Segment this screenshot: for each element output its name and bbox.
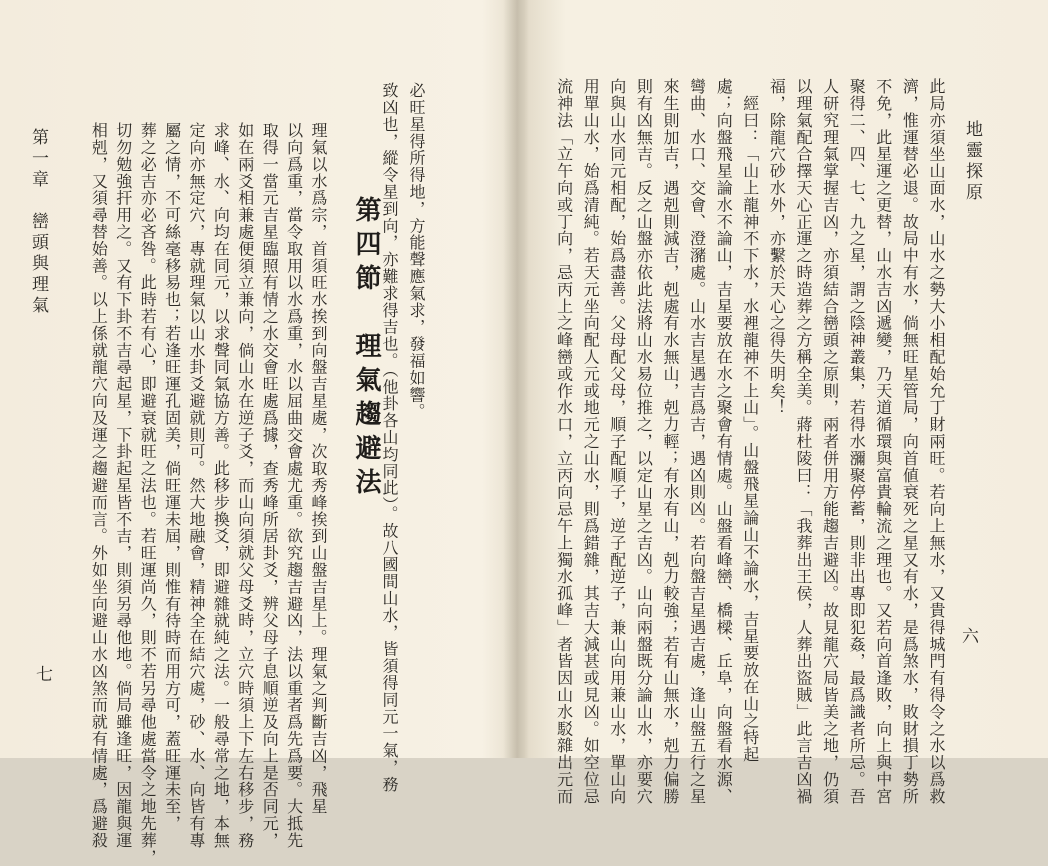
right-running-head: 地靈探原 bbox=[962, 120, 982, 204]
left-running-head: 第一章 巒頭與理氣 bbox=[28, 128, 48, 317]
text-column: 經曰：「山上龍神不下水，水裡龍神不上山」。山盤飛星論山不論水，吉星要放在山之特起 bbox=[740, 78, 760, 763]
text-column: 切勿勉強扞用之。又有下卦不吉尋起星，下卦起星皆不吉，則須另尋他地。倘局雖逢旺，因龍與運 bbox=[113, 122, 133, 849]
text-column: 必旺星得所得地，方能聲應氣求，發福如響。 bbox=[407, 82, 426, 420]
text-column: 彎曲、水口、交會、澄瀦處。山水吉星遇吉爲吉，遇凶則凶。若向盤吉星遇吉處，逢山盤五行之星 bbox=[687, 78, 707, 805]
text-column: 葬之必吉亦必吝咎。此時若有心，即避衰就旺之法也。若旺運尚久，則不若另尋他處當令之地先葬， bbox=[138, 122, 158, 866]
text-column: 如在兩爻相兼處便須立兼向，倘山水在逆子爻，而山向須就父母爻時，立穴時須上下左右移步，務 bbox=[235, 122, 255, 849]
text-column: 聚得二、四、七、九之星，謂之陰神叢集，若得水瀰聚停蓄，則非出專即犯姦，最爲識者所忌。吾 bbox=[847, 78, 867, 805]
text-column: 不免，此星運之更替，山水吉凶遞變，乃天道循環與富貴輪流之理也。又若向首逢敗，向上與中宮 bbox=[873, 78, 893, 805]
text-column: 以理氣配合擇天心正運之時造葬之方稱全美。蔣杜陵曰：「我葬出王侯，人葬出盜賊」此言吉凶禍 bbox=[794, 78, 813, 805]
text-column: 流神法「立午向或丁向，忌丙上之峰巒或作水口，立丙向忌午上獨水孤峰」者皆因山水駁雜出元而 bbox=[554, 78, 574, 805]
text-column: 人研究理氣掌握吉凶，亦須結合巒頭之原則，兩者併用方能趨吉避凶。故見龍穴局皆美之地，仍須 bbox=[820, 78, 840, 805]
text-column: 致凶也，縱令星到向，亦難求得吉也。（他卦各山均同此）。故八國間山水，皆須得同元一氣，務 bbox=[380, 82, 399, 793]
text-column: 用單山水，始爲清純。若天元坐向配人元或地元之山水，則爲錯雜，其吉大減甚或見凶。如空位忌 bbox=[581, 78, 601, 805]
text-column: 濟，惟運替必退。故局中有水，倘無旺星管局，向首値衰死之星又有水，是爲煞水，敗財損丁勢所 bbox=[900, 78, 920, 805]
text-column: 屬之情，不可絲毫移易也；若逢旺運孔固美，倘旺運未屆，則惟有待時而用方可，蓋旺運未至， bbox=[162, 122, 182, 832]
text-column: 求峰、水、向均在同元，以求聲同氣協方善。此移步換爻，即避雜就純之法。一般尋常之地，本無 bbox=[211, 122, 231, 849]
text-column: 定向亦無定穴，專就理氣以山水卦爻避就則可。然大地融會，精神全在結穴處，砂、水、向皆有專 bbox=[187, 122, 206, 849]
text-column: 相剋，又須尋替始善。以上係就龍穴向及運之趨避而言。外如坐向避山水凶煞而就有情處，爲避殺 bbox=[89, 122, 109, 849]
text-column: 此局亦須坐山面水，山水之勢大小相配始允丁財兩旺。若向上無水，又貴得城門有得令之水以爲救 bbox=[927, 78, 946, 805]
text-column: 處；向盤飛星論水不論山，吉星要放在水之聚會有情處。山盤看峰巒、橋樑、丘阜，向盤看水源、 bbox=[714, 78, 734, 805]
text-column: 理氣以水爲宗，首須旺水挨到向盤吉星處，次取秀峰挨到山盤吉星上。理氣之判斷吉凶，飛星 bbox=[309, 122, 328, 815]
text-column: 取得一當元吉星臨照有情之水交會旺處爲據，查秀峰所居卦爻，辨父母子息順逆及向上是否同元， bbox=[260, 122, 280, 849]
left-page bbox=[0, 0, 510, 866]
right-page-number: 六 bbox=[962, 627, 979, 647]
left-page-number: 七 bbox=[36, 665, 53, 685]
text-column: 則有凶無吉。反之山盤亦依此法將山水易位推之，以定山星之吉凶。山向兩盤既分論山水，亦要穴 bbox=[634, 78, 654, 805]
text-column: 來生則加吉，遇剋則減吉，剋處有水無山，剋力輕；有水有山，剋力較強；若有山無水，剋力偏勝 bbox=[661, 78, 680, 805]
text-column: 以向爲重，當令取用以水爲重，水以屈曲交會處尤重。欲究趨吉避凶，法以重者爲先爲要。大抵先 bbox=[284, 122, 304, 849]
text-column: 向與山水同元相配，始爲盡善。父母配父母，順子配順子，逆子配逆子，兼山向用兼山水，單山向 bbox=[607, 78, 627, 805]
section-title: 第四節 理氣趨避法 bbox=[351, 196, 381, 502]
right-page bbox=[524, 0, 1048, 805]
text-column: 福，除龍穴砂水外，亦繫於天心之得失明矣！ bbox=[767, 78, 787, 416]
